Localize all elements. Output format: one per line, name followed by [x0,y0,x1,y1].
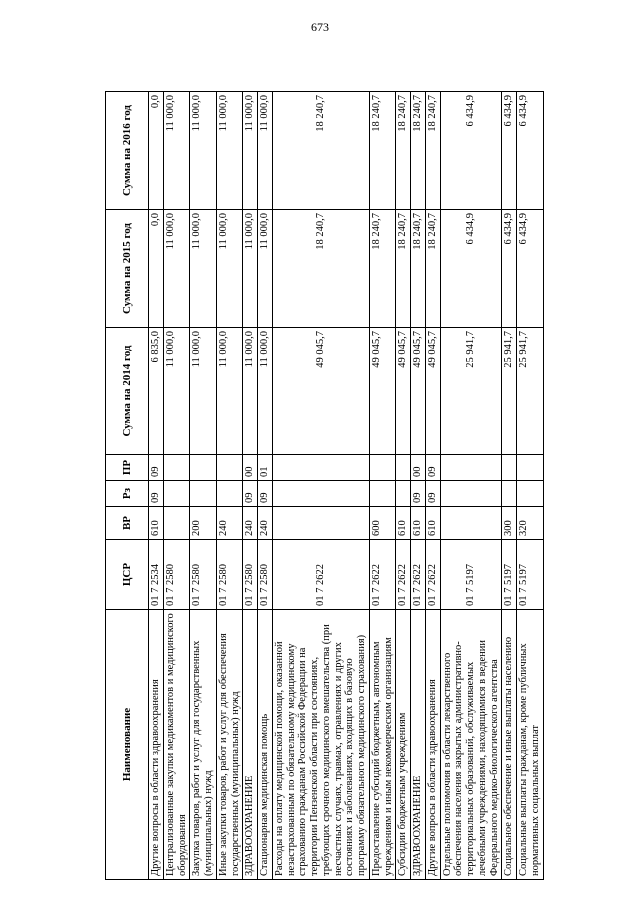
cell-rz: 09 [149,481,164,507]
cell-pr [369,455,396,481]
table-row [149,92,164,880]
cell-pr [517,455,544,481]
cell-vr [272,507,369,540]
cell-sum-2016: 11 000,0 [190,92,217,210]
cell-name: Закупка товаров, работ и услуг для государственных (муниципальных) нужд [190,610,217,880]
cell-rz: 09 [258,481,273,507]
cell-sum-2016: 18 240,7 [396,92,411,210]
header-sum-2015: Сумма на 2015 год [106,210,149,328]
cell-sum-2016: 18 240,7 [369,92,396,210]
cell-sum-2015: 18 240,7 [396,210,411,328]
cell-sum-2014: 25 941,7 [502,328,517,455]
table-row [369,92,396,880]
cell-name: Стационарная медицинская помощь [258,610,273,880]
cell-name: Социальное обеспечение и иные выплаты населению [502,610,517,880]
cell-pr: 09 [425,455,440,481]
cell-pr: 00 [243,455,258,481]
cell-sum-2016: 11 000,0 [216,92,243,210]
cell-name: Иные закупки товаров, работ и услуг для обеспечения государственных (муниципальных) нужд [216,610,243,880]
cell-sum-2015: 11 000,0 [190,210,217,328]
cell-sum-2015: 11 000,0 [163,210,190,328]
cell-pr: 01 [258,455,273,481]
cell-csr: 01 7 5197 [440,540,502,610]
header-csr: ЦСР [106,540,149,610]
cell-name: Субсидии бюджетным учреждениям [396,610,411,880]
cell-sum-2014: 11 000,0 [216,328,243,455]
cell-rz [163,481,190,507]
table-header-row [106,92,149,880]
cell-rz [369,481,396,507]
cell-pr [272,455,369,481]
cell-rz [216,481,243,507]
header-sum-2014: Сумма на 2014 год [106,328,149,455]
cell-sum-2015: 6 434,9 [502,210,517,328]
cell-vr [163,507,190,540]
cell-sum-2016: 11 000,0 [258,92,273,210]
header-sum-2016: Сумма на 2016 год [106,92,149,210]
cell-csr: 01 7 2580 [216,540,243,610]
table-body [149,92,544,880]
cell-pr: 00 [411,455,426,481]
cell-pr [216,455,243,481]
cell-sum-2016: 18 240,7 [411,92,426,210]
table-row [411,92,426,880]
cell-sum-2014: 49 045,7 [369,328,396,455]
cell-sum-2016: 6 434,9 [440,92,502,210]
cell-sum-2015: 18 240,7 [425,210,440,328]
cell-sum-2015: 18 240,7 [369,210,396,328]
cell-csr: 01 7 2622 [396,540,411,610]
cell-csr: 01 7 5197 [517,540,544,610]
cell-vr: 200 [190,507,217,540]
cell-sum-2015: 18 240,7 [411,210,426,328]
cell-csr: 01 7 2622 [272,540,369,610]
cell-name: Социальные выплаты гражданам, кроме публичных нормативных социальных выплат [517,610,544,880]
cell-name: Централизованные закупки медикаментов и медицинского оборудования [163,610,190,880]
cell-sum-2015: 11 000,0 [243,210,258,328]
cell-csr: 01 7 2580 [163,540,190,610]
page-number: 673 [311,20,329,34]
cell-pr [396,455,411,481]
cell-sum-2016: 18 240,7 [425,92,440,210]
cell-name: Другие вопросы в области здравоохранения [425,610,440,880]
cell-vr: 610 [396,507,411,540]
rotated-table-container [105,92,545,880]
budget-table [105,91,544,880]
cell-vr: 300 [502,507,517,540]
cell-sum-2014: 11 000,0 [190,328,217,455]
cell-rz [272,481,369,507]
cell-name: Предоставление субсидий бюджетным, автономным учреждениям и иным некоммерческим организациям [369,610,396,880]
cell-sum-2015: 6 434,9 [440,210,502,328]
cell-pr [502,455,517,481]
cell-rz [517,481,544,507]
cell-vr: 600 [369,507,396,540]
cell-sum-2014: 25 941,7 [440,328,502,455]
cell-rz: 09 [243,481,258,507]
table-row [216,92,243,880]
header-name: Наименование [106,610,149,880]
header-vr: ВР [106,507,149,540]
header-rz: Рз [106,481,149,507]
header-pr: ПР [106,455,149,481]
cell-sum-2016: 6 434,9 [502,92,517,210]
cell-sum-2015: 11 000,0 [216,210,243,328]
cell-name: Расходы на оплату медицинской помощи, оказанной незастрахованным по обязательному медицинскому страхованию гражданам Российской Федерации на территории Пензенской области при состояниях, требующих срочного медицинского вмешательства (при несчастных случаях, травмах, отравлениях и других состояниях и заболеваниях, входящих в базовую программу обязательного медицинского страхования) [272,610,369,880]
cell-name: ЗДРАВООХРАНЕНИЕ [411,610,426,880]
cell-vr [440,507,502,540]
cell-rz [502,481,517,507]
cell-csr: 01 7 2580 [258,540,273,610]
cell-name: ЗДРАВООХРАНЕНИЕ [243,610,258,880]
cell-rz [190,481,217,507]
cell-sum-2014: 49 045,7 [272,328,369,455]
cell-rz [440,481,502,507]
table-row [440,92,502,880]
cell-sum-2016: 0,0 [149,92,164,210]
cell-vr: 610 [425,507,440,540]
cell-sum-2014: 11 000,0 [163,328,190,455]
cell-vr: 610 [411,507,426,540]
table-row [272,92,369,880]
cell-sum-2015: 18 240,7 [272,210,369,328]
cell-sum-2016: 11 000,0 [163,92,190,210]
table-row [517,92,544,880]
table-row [396,92,411,880]
table-row [243,92,258,880]
table-row [258,92,273,880]
cell-rz: 09 [425,481,440,507]
cell-pr [190,455,217,481]
cell-sum-2014: 6 835,0 [149,328,164,455]
cell-sum-2016: 18 240,7 [272,92,369,210]
cell-sum-2016: 6 434,9 [517,92,544,210]
cell-csr: 01 7 2622 [369,540,396,610]
cell-sum-2015: 6 434,9 [517,210,544,328]
cell-rz: 09 [411,481,426,507]
table-row [190,92,217,880]
table-row [163,92,190,880]
cell-name: Отдельные полномочия в области лекарственного обеспечения населения закрытых административно-территориальных образований, обслуживаемых лечебными учреждениями, находящимися в ведении Федерального медико-биологического агентства [440,610,502,880]
table-row [425,92,440,880]
cell-sum-2014: 11 000,0 [258,328,273,455]
cell-pr: 09 [149,455,164,481]
cell-sum-2014: 49 045,7 [411,328,426,455]
cell-vr: 610 [149,507,164,540]
cell-csr: 01 7 5197 [502,540,517,610]
table-row [502,92,517,880]
cell-rz [396,481,411,507]
cell-csr: 01 7 2622 [425,540,440,610]
cell-sum-2015: 0,0 [149,210,164,328]
cell-sum-2015: 11 000,0 [258,210,273,328]
cell-vr: 240 [243,507,258,540]
cell-name: Другие вопросы в области здравоохранения [149,610,164,880]
cell-csr: 01 7 2580 [190,540,217,610]
cell-vr: 240 [216,507,243,540]
cell-sum-2014: 49 045,7 [396,328,411,455]
cell-vr: 320 [517,507,544,540]
cell-sum-2014: 49 045,7 [425,328,440,455]
cell-csr: 01 7 2534 [149,540,164,610]
cell-sum-2014: 25 941,7 [517,328,544,455]
cell-sum-2014: 11 000,0 [243,328,258,455]
cell-pr [163,455,190,481]
cell-vr: 240 [258,507,273,540]
cell-csr: 01 7 2622 [411,540,426,610]
cell-pr [440,455,502,481]
cell-sum-2016: 11 000,0 [243,92,258,210]
cell-csr: 01 7 2580 [243,540,258,610]
